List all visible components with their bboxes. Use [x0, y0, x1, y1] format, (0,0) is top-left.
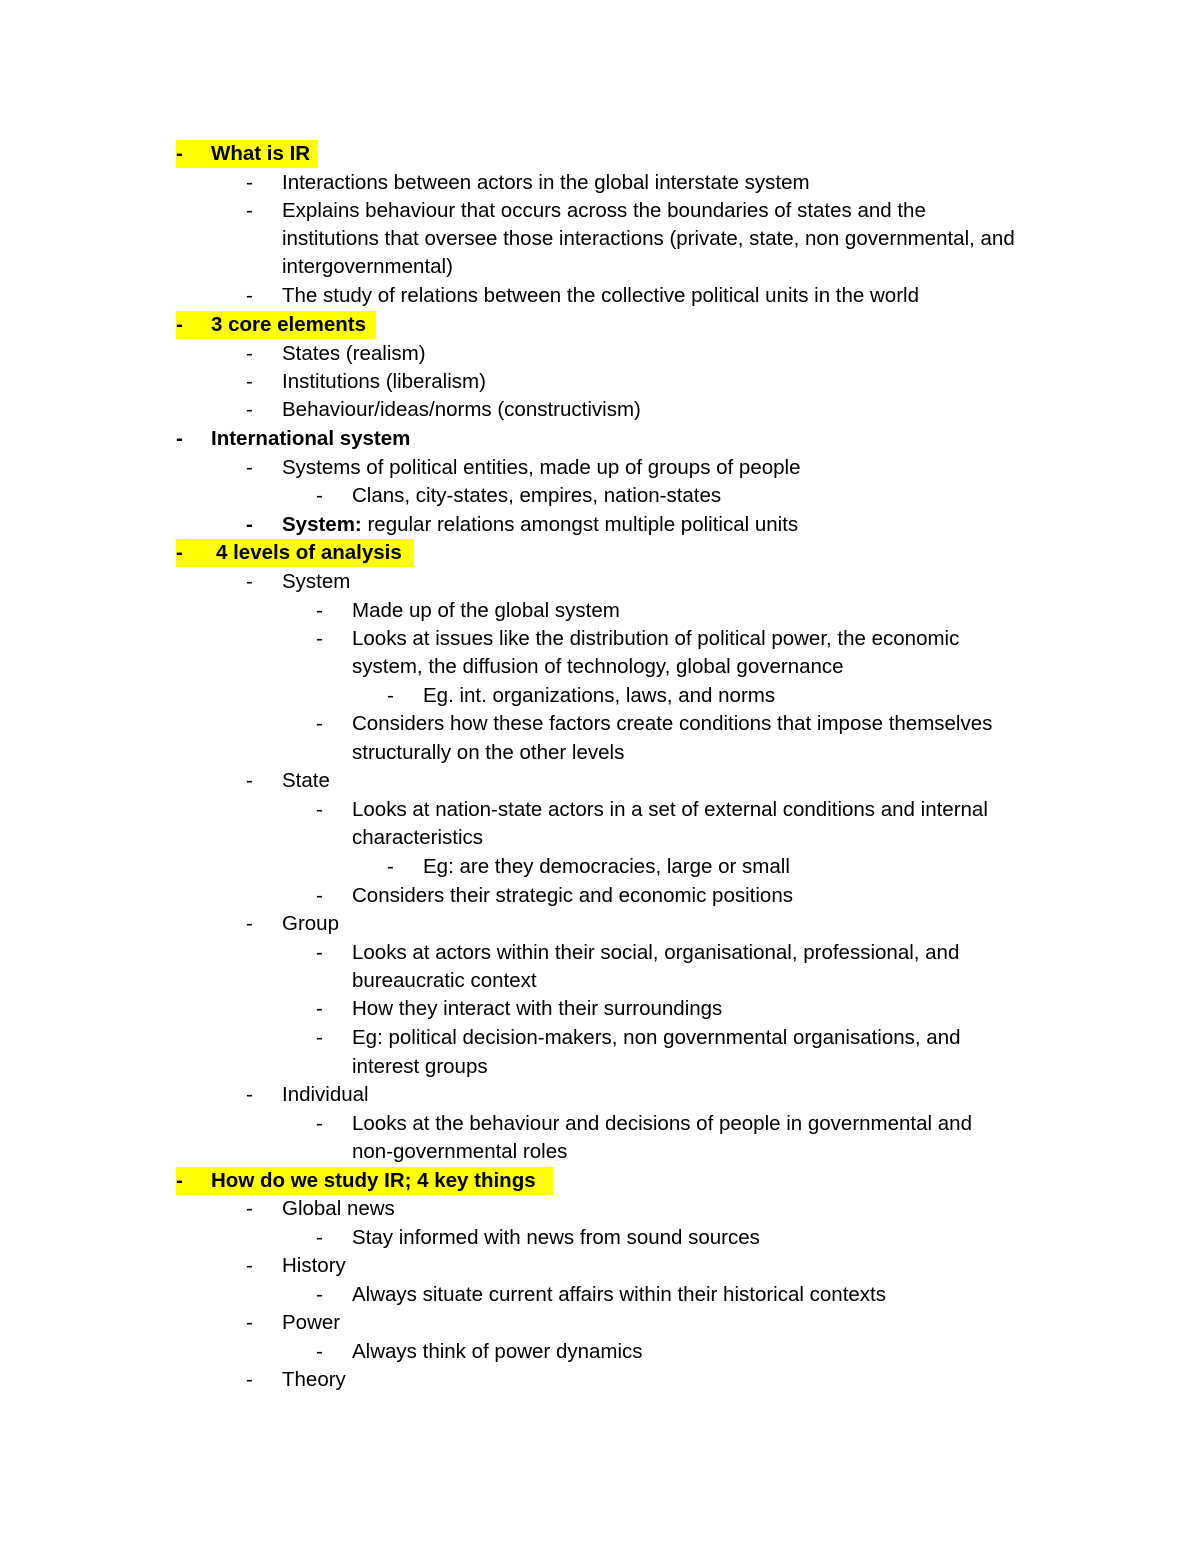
bullet-dash: -	[246, 1083, 253, 1106]
list-item-text: How they interact with their surroundings	[352, 997, 723, 1020]
list-item-text: Systems of political entities, made up of groups of people	[282, 456, 801, 479]
list-item-text: intergovernmental)	[282, 255, 453, 278]
key-thing-label-history: History	[282, 1254, 346, 1277]
section-heading-levels-of-analysis: 4 levels of analysis	[216, 541, 402, 564]
section-heading-core-elements: 3 core elements	[211, 313, 366, 336]
list-item-text: non-governmental roles	[352, 1140, 568, 1163]
bullet-dash: -	[246, 1254, 253, 1277]
list-item-text: The study of relations between the collective political units in the world	[282, 284, 919, 307]
bullet-dash: -	[246, 1197, 253, 1220]
bullet-dash: -	[316, 884, 323, 907]
bullet-dash: -	[316, 941, 323, 964]
list-item-text: Looks at nation-state actors in a set of external conditions and internal	[352, 798, 988, 821]
level-label-group: Group	[282, 912, 339, 935]
list-item-text: Clans, city-states, empires, nation-states	[352, 484, 722, 507]
bullet-dash: -	[316, 1340, 323, 1363]
section-heading-what-is-ir: What is IR	[211, 142, 311, 165]
level-label-individual: Individual	[282, 1083, 369, 1106]
list-item-text: Eg: political decision-makers, non governmental organisations, and	[352, 1026, 961, 1049]
list-item-text: system, the diffusion of technology, global governance	[352, 655, 844, 678]
section-heading-how-to-study-ir: How do we study IR; 4 key things	[211, 1169, 536, 1192]
key-thing-label-theory: Theory	[282, 1368, 346, 1391]
list-item-text: Behaviour/ideas/norms (constructivism)	[282, 398, 641, 421]
section-heading-international-system: International system	[211, 427, 411, 450]
bullet-dash: -	[176, 1169, 183, 1192]
bullet-dash: -	[246, 912, 253, 935]
list-item-text: Explains behaviour that occurs across the boundaries of states and the	[282, 199, 926, 222]
bullet-dash: -	[246, 570, 253, 593]
bullet-dash: -	[316, 484, 323, 507]
list-item-text: Always think of power dynamics	[352, 1340, 643, 1363]
bullet-dash: -	[316, 997, 323, 1020]
list-item-text: characteristics	[352, 826, 484, 849]
level-label-system: System	[282, 570, 351, 593]
bullet-dash: -	[387, 855, 394, 878]
bullet-dash: -	[316, 627, 323, 650]
list-item-text: Looks at actors within their social, organisational, professional, and	[352, 941, 960, 964]
list-item-text: Institutions (liberalism)	[282, 370, 486, 393]
key-thing-label-power: Power	[282, 1311, 341, 1334]
system-definition: regular relations amongst multiple political units	[361, 513, 799, 536]
list-item-text: Considers their strategic and economic positions	[352, 884, 793, 907]
bullet-dash: -	[176, 142, 183, 165]
list-item-text: Eg: are they democracies, large or small	[423, 855, 790, 878]
bullet-dash: -	[176, 541, 183, 564]
bullet-dash: -	[316, 798, 323, 821]
list-item-text: Stay informed with news from sound sources	[352, 1226, 760, 1249]
bullet-dash: -	[316, 599, 323, 622]
bullet-dash: -	[246, 398, 253, 421]
system-term: System:	[282, 513, 362, 536]
bullet-dash: -	[316, 1226, 323, 1249]
list-item-text: Looks at issues like the distribution of political power, the economic	[352, 627, 960, 650]
list-item-text: Considers how these factors create conditions that impose themselves	[352, 712, 993, 735]
list-item-text: institutions that oversee those interactions (private, state, non governmental, and	[282, 227, 1015, 250]
bullet-dash: -	[316, 1283, 323, 1306]
bullet-dash: -	[246, 456, 253, 479]
list-item-text: bureaucratic context	[352, 969, 537, 992]
bullet-dash: -	[246, 1311, 253, 1334]
bullet-dash: -	[316, 712, 323, 735]
bullet-dash: -	[246, 1368, 253, 1391]
bullet-dash: -	[246, 342, 253, 365]
list-item-text: Looks at the behaviour and decisions of people in governmental and	[352, 1112, 972, 1135]
list-item-text: interest groups	[352, 1055, 488, 1078]
bullet-dash: -	[176, 427, 183, 450]
bullet-dash: -	[246, 370, 253, 393]
list-item-text: Eg. int. organizations, laws, and norms	[423, 684, 776, 707]
bullet-dash: -	[246, 513, 253, 536]
bullet-dash: -	[246, 284, 253, 307]
list-item-text: Interactions between actors in the global interstate system	[282, 171, 810, 194]
bullet-dash: -	[316, 1026, 323, 1049]
level-label-state: State	[282, 769, 330, 792]
list-item-text	[282, 511, 798, 539]
bullet-dash: -	[387, 684, 394, 707]
bullet-dash: -	[316, 1112, 323, 1135]
list-item-text: Made up of the global system	[352, 599, 620, 622]
bullet-dash: -	[246, 171, 253, 194]
bullet-dash: -	[246, 199, 253, 222]
bullet-dash: -	[246, 769, 253, 792]
list-item-text: structurally on the other levels	[352, 741, 625, 764]
list-item-text: Always situate current affairs within their historical contexts	[352, 1283, 886, 1306]
key-thing-label-global-news: Global news	[282, 1197, 395, 1220]
bullet-dash: -	[176, 313, 183, 336]
list-item-text: States (realism)	[282, 342, 426, 365]
